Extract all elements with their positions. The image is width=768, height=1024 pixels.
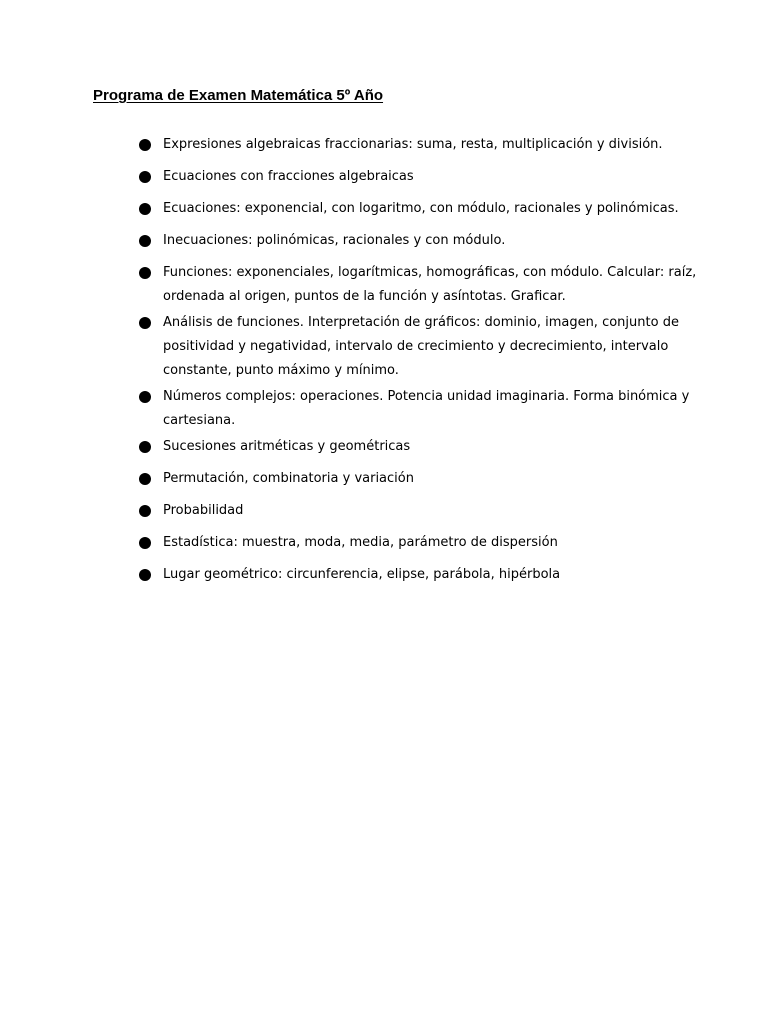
- topic-text: Números complejos: operaciones. Potencia unidad imaginaria. Forma binómica y cartesiana.: [163, 389, 690, 428]
- bullet-icon: [139, 203, 151, 215]
- bullet-icon: [139, 537, 151, 549]
- bullet-icon: [139, 473, 151, 485]
- topic-item: [139, 261, 699, 309]
- bullet-icon: [139, 267, 151, 279]
- topic-item: [139, 385, 699, 433]
- bullet-icon: [139, 505, 151, 517]
- topic-item: [139, 133, 699, 157]
- topic-text: Probabilidad: [163, 503, 244, 518]
- bullet-icon: [139, 139, 151, 151]
- topic-item: [139, 311, 699, 383]
- topic-text: Inecuaciones: polinómicas, racionales y con módulo.: [163, 233, 506, 248]
- topic-item: [139, 165, 699, 189]
- topic-item: [139, 229, 699, 253]
- topic-text: Sucesiones aritméticas y geométricas: [163, 439, 411, 454]
- bullet-icon: [139, 171, 151, 183]
- bullet-icon: [139, 235, 151, 247]
- bullet-icon: [139, 317, 151, 329]
- topic-item: [139, 531, 699, 555]
- bullet-icon: [139, 569, 151, 581]
- bullet-icon: [139, 391, 151, 403]
- topic-item: [139, 467, 699, 491]
- topic-item: [139, 435, 699, 459]
- topic-text: Ecuaciones: exponencial, con logaritmo, con módulo, racionales y polinómicas.: [163, 201, 679, 216]
- document-title: Programa de Examen Matemática 5º Año: [93, 87, 384, 104]
- topic-text: Lugar geométrico: circunferencia, elipse, parábola, hipérbola: [163, 567, 561, 582]
- topic-text: Análisis de funciones. Interpretación de gráficos: dominio, imagen, conjunto de positividad y negatividad, intervalo de crecimiento y decrecimiento, intervalo constante, punto máximo y mínimo.: [163, 315, 679, 378]
- topic-item: [139, 197, 699, 221]
- topic-item: [139, 499, 699, 523]
- topic-text: Estadística: muestra, moda, media, parámetro de dispersión: [163, 535, 558, 550]
- topic-item: [139, 563, 699, 587]
- bullet-icon: [139, 441, 151, 453]
- topic-list: [139, 133, 699, 595]
- topic-text: Expresiones algebraicas fraccionarias: suma, resta, multiplicación y división.: [163, 137, 663, 152]
- topic-text: Permutación, combinatoria y variación: [163, 471, 414, 486]
- topic-text: Funciones: exponenciales, logarítmicas, homográficas, con módulo. Calcular: raíz, ordenada al origen, puntos de la función y asíntotas. Graficar.: [163, 265, 697, 304]
- topic-text: Ecuaciones con fracciones algebraicas: [163, 169, 414, 184]
